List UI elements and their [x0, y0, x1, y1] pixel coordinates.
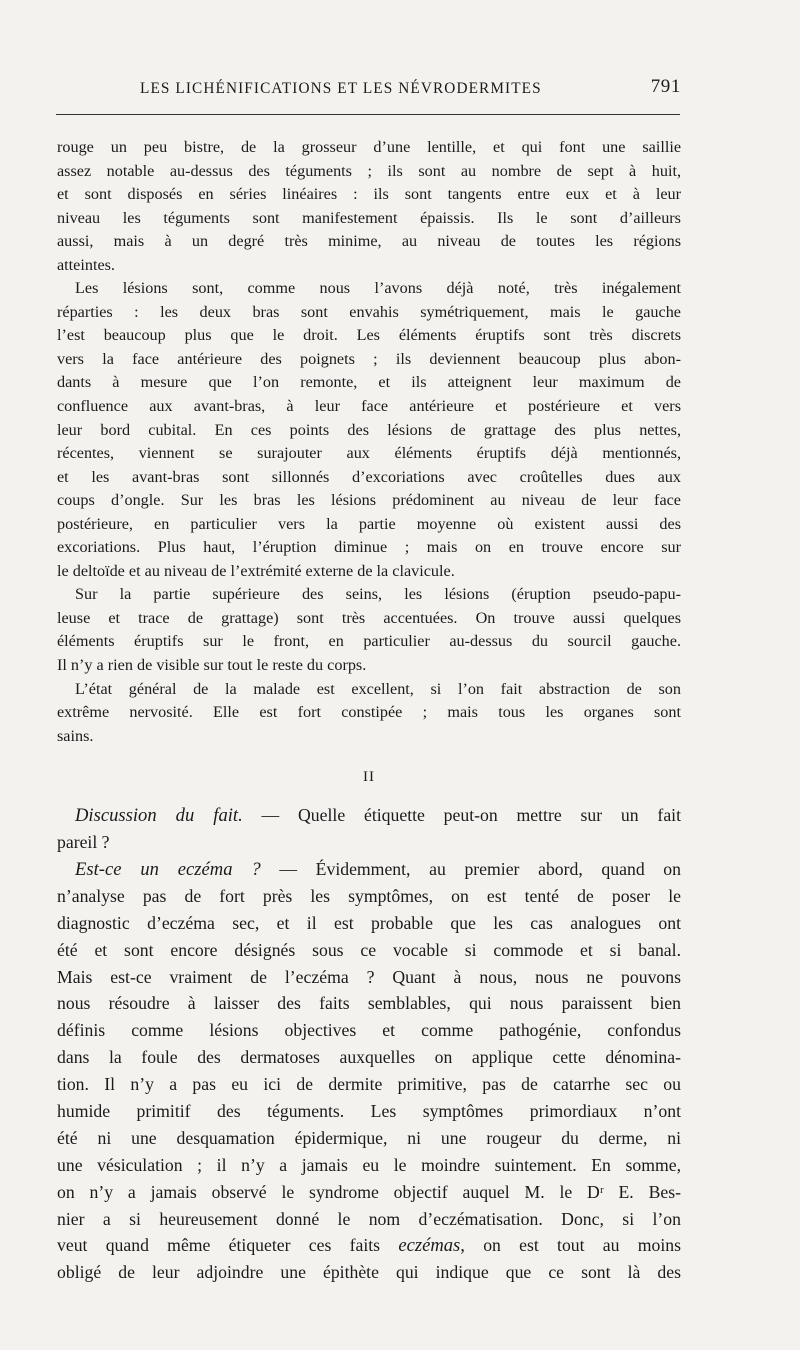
- case-description: [57, 136, 681, 748]
- text-line-8: réparties : les deux bras sont envahis symétriquement, mais le gauche: [57, 302, 681, 321]
- text-line-13: leur bord cubital. En ces points des lésions de grattage des plus nettes,: [57, 420, 681, 439]
- running-header: [56, 76, 681, 104]
- running-title: LES LICHÉNIFICATIONS ET LES NÉVRODERMITES: [140, 80, 542, 97]
- text-line-24: L’état général de la malade est excellent, si l’on fait abstraction de son: [75, 679, 681, 698]
- discussion-heading-line: [57, 802, 681, 829]
- text-line-21: leuse et trace de grattage) sont très accentuées. On trouve aussi quelques: [57, 608, 681, 627]
- eczema-heading: Est-ce un eczéma ?: [75, 859, 261, 880]
- text-line-15: et les avant-bras sont sillonnés d’excoriations avec croûtelles dues aux: [57, 467, 681, 486]
- discussion-line-rest: — Quelle étiquette peut-on mettre sur un fait: [242, 805, 681, 826]
- eczema-heading-line: [57, 856, 681, 883]
- text-line-16: coups d’ongle. Sur les bras les lésions prédominent au niveau de leur face: [57, 491, 681, 510]
- text-line-2: assez notable au-dessus des téguments ; ils sont au nombre de sept à huit,: [57, 161, 681, 180]
- page-text: [57, 136, 681, 1286]
- discussion-heading: Discussion du fait.: [75, 805, 243, 827]
- eczema-line-9: tion. Il n’y a pas eu ici de dermite primitive, pas de catarrhe sec ou: [57, 1074, 681, 1095]
- eczema-line-14: nier a si heureusement donné le nom d’eczématisation. Donc, si l’on: [57, 1208, 681, 1229]
- eczema-line-10: humide primitif des téguments. Les symptômes primordiaux n’ont: [57, 1101, 681, 1122]
- eczema-line-4: été et sont encore désignés sous ce vocable si commode et si banal.: [57, 939, 681, 960]
- text-line-25: extrême nervosité. Elle est fort constipée ; mais tous les organes sont: [57, 703, 681, 722]
- discussion-line-2: pareil ?: [57, 832, 110, 853]
- text-line-7: Les lésions sont, comme nous l’avons déjà noté, très inégalement: [75, 279, 681, 298]
- text-line-26: sains.: [57, 726, 94, 745]
- text-line-5: aussi, mais à un degré très minime, au niveau de toutes les régions: [57, 232, 681, 251]
- text-line-23: Il n’y a rien de visible sur tout le reste du corps.: [57, 656, 367, 675]
- eczema-line-5: Mais est-ce vraiment de l’eczéma ? Quant à nous, nous ne pouvons: [57, 966, 681, 987]
- discussion-section: [57, 802, 681, 1286]
- text-line-10: vers la face antérieure des poignets ; ils deviennent beaucoup plus abon-: [57, 349, 681, 368]
- text-line-3: et sont disposés en séries linéaires : ils sont tangents entre eux et à leur: [57, 185, 681, 204]
- text-line-22: éléments éruptifs sur le front, en particulier au-dessus du sourcil gauche.: [57, 632, 681, 651]
- eczema-line-7: définis comme lésions objectives et comme pathogénie, confondus: [57, 1020, 681, 1041]
- eczema-line-15-end: on est tout au moins: [464, 1235, 681, 1256]
- eczema-line-15-start: veut quand même étiqueter ces faits: [57, 1235, 399, 1256]
- text-line-18: excoriations. Plus haut, l’éruption diminue ; mais on en trouve encore sur: [57, 538, 681, 557]
- text-line-19: le deltoïde et au niveau de l’extrémité externe de la clavicule.: [57, 561, 455, 580]
- text-line-6: atteintes.: [57, 255, 115, 274]
- eczema-line-15: [57, 1232, 681, 1259]
- header-rule: [56, 114, 680, 115]
- text-line-20: Sur la partie supérieure des seins, les lésions (éruption pseudo-papu-: [75, 585, 681, 604]
- eczema-line-2: n’analyse pas de fort près les symptômes, on est tenté de poser le: [57, 885, 681, 906]
- eczema-line-16: obligé de leur adjoindre une épithète qui indique que ce sont là des: [57, 1262, 681, 1283]
- page-number: 791: [650, 76, 681, 97]
- text-line-11: dants à mesure que l’on remonte, et ils atteignent leur maximum de: [57, 373, 681, 392]
- eczema-line-11: été ni une desquamation épidermique, ni une rougeur du derme, ni: [57, 1127, 681, 1148]
- text-line-17: postérieure, en particulier vers la partie moyenne où existent aussi des: [57, 514, 681, 533]
- eczema-line-6: nous résoudre à laisser des faits semblables, qui nous paraissent bien: [57, 993, 681, 1014]
- eczemas-term: eczémas,: [398, 1235, 465, 1257]
- text-line-12: confluence aux avant-bras, à leur face antérieure et postérieure et vers: [57, 397, 681, 416]
- text-line-14: récentes, viennent se surajouter aux éléments éruptifs déjà mentionnés,: [57, 444, 681, 463]
- text-line-9: l’est beaucoup plus que le droit. Les éléments éruptifs sont très discrets: [57, 326, 681, 345]
- eczema-line-8: dans la foule des dermatoses auxquelles on applique cette dénomina-: [57, 1047, 681, 1068]
- eczema-line-3: diagnostic d’eczéma sec, et il est probable que les cas analogues ont: [57, 912, 681, 933]
- text-line-1: rouge un peu bistre, de la grosseur d’une lentille, et qui font une saillie: [57, 138, 681, 156]
- section-number: II: [363, 769, 375, 786]
- eczema-line-13: on n’y a jamais observé le syndrome objectif auquel M. le Dʳ E. Bes-: [57, 1181, 681, 1202]
- eczema-line-12: une vésiculation ; il n’y a jamais eu le moindre suintement. En somme,: [57, 1154, 681, 1175]
- eczema-line-rest: — Évidemment, au premier abord, quand on: [260, 859, 681, 879]
- text-line-4: niveau les téguments sont manifestement épaissis. Ils le sont d’ailleurs: [57, 208, 681, 227]
